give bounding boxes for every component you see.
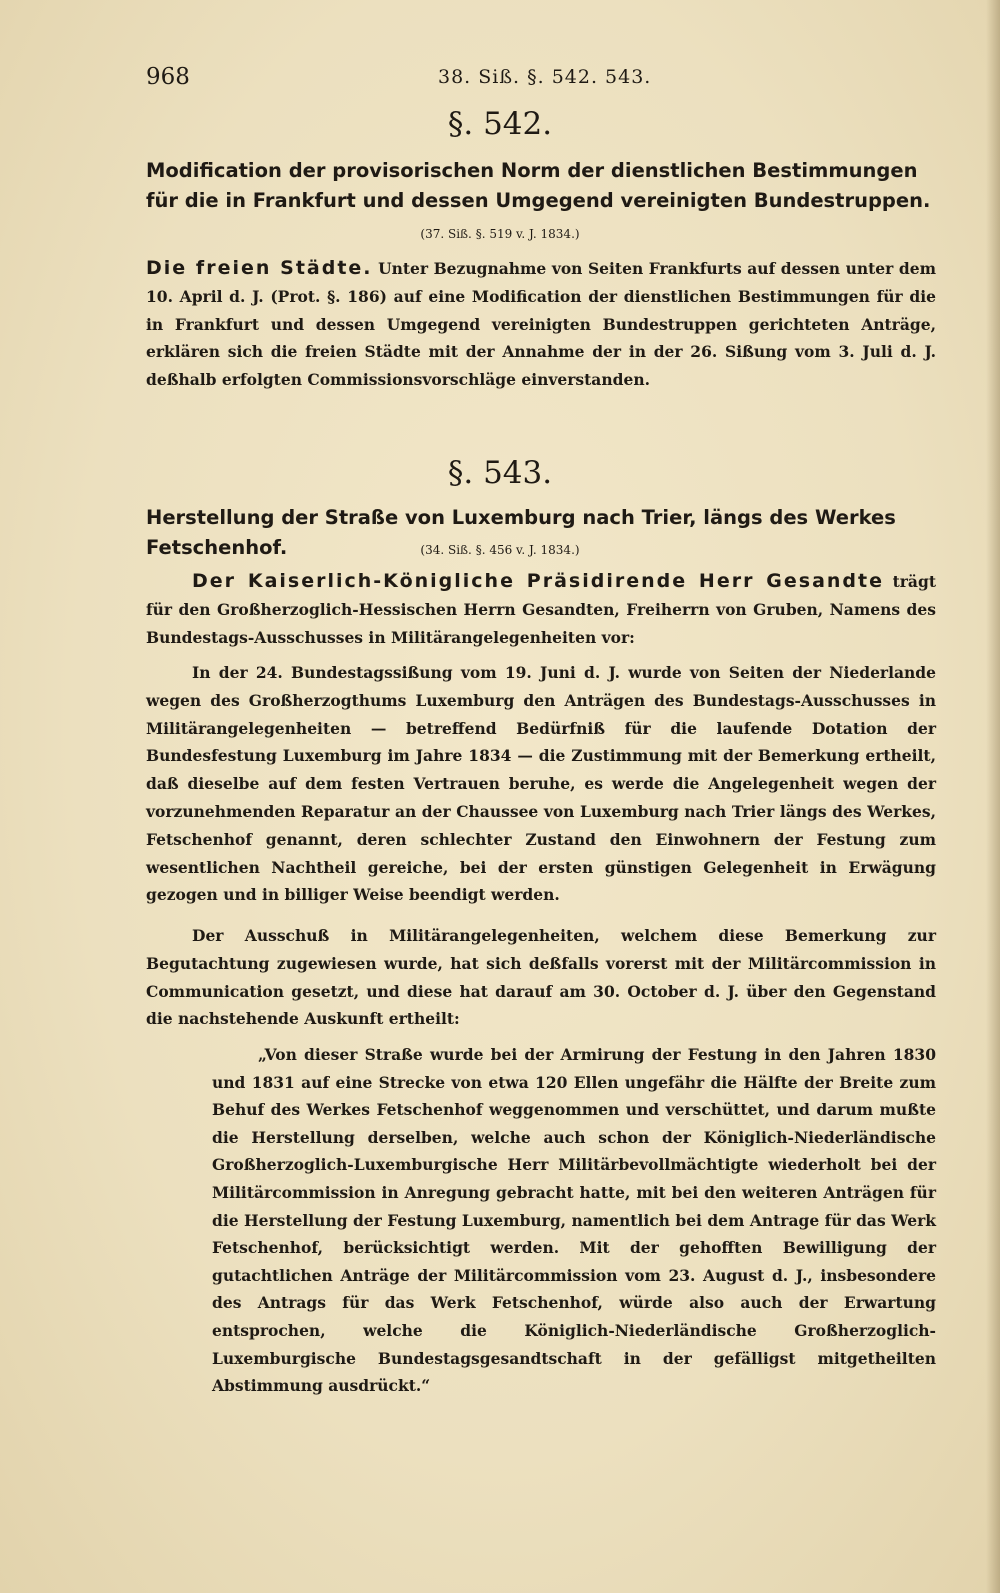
section-542-number: §. 542. — [447, 106, 553, 142]
section-542-lead: Die freien Städte. — [146, 257, 373, 279]
section-543-paragraph-1: In der 24. Bundestagssißung vom 19. Juni d. J. wurde von Seiten der Niederlande wegen des Großherzogthums Luxemburg den Anträgen des Bundestags-Ausschusses in Militärangelegenheiten — betreffend Bedürfniß für die laufende Dotation der Bundesfestung Luxemburg im Jahre 1834 — die Zustimmung mit der Bemerkung ertheilt, daß dieselbe auf dem festen Vertrauen beruhe, es werde die Angelegenheit wegen der vorzunehmenden Reparatur an der Chaussee von Luxemburg nach Trier längs des Werkes, Fetschenhof genannt, deren schlechter Zustand den Einwohnern der Festung zum wesentlichen Nachtheil gereiche, bei der ersten günstigen Gelegenheit in Erwägung gezogen und in billiger Weise beendigt werden. — [146, 663, 936, 905]
section-542-body — [146, 255, 936, 394]
section-543-body — [146, 568, 936, 651]
section-542-reference: (37. Siß. §. 519 v. J. 1834.) — [420, 227, 580, 241]
section-543-para1-block — [146, 659, 936, 909]
section-543-reference: (34. Siß. §. 456 v. J. 1834.) — [420, 543, 580, 557]
section-542-title-block — [146, 156, 936, 216]
section-543-title: Herstellung der Straße von Luxemburg nach Trier, längs des Werkes Fetschenhof. — [146, 506, 896, 559]
section-543-number: §. 543. — [447, 455, 553, 491]
section-542-text: Unter Bezugnahme von Seiten Frankfurts auf dessen unter dem 10. April d. J. (Prot. §. 186) auf eine Modification der dienstlichen Bestimmungen für die in Frankfurt und dessen Umgegend vereinigten Bundestruppen gerichteten Anträge, erklären sich die freien Städte mit der Annahme der in der 26. Sißung vom 3. Juli d. J. deßhalb erfolgten Commissionsvorschläge einverstanden. — [146, 259, 936, 390]
running-head: 38. Siß. §. 542. 543. — [438, 66, 652, 88]
page-number: 968 — [146, 64, 190, 90]
section-543-para2-block — [146, 922, 936, 1033]
section-543-paragraph-2: Der Ausschuß in Militärangelegenheiten, welchem diese Bemerkung zur Begutachtung zugewiesen wurde, hat sich deßfalls vorerst mit der Militärcommission in Communication gesetzt, und diese hat darauf am 30. October d. J. über den Gegenstand die nachstehende Auskunft ertheilt: — [146, 926, 936, 1029]
section-542-paragraph — [146, 255, 936, 394]
section-542-title: Modification der provisorischen Norm der dienstlichen Bestimmungen für die in Frankfurt und dessen Umgegend vereinigten Bundestruppen. — [146, 159, 931, 212]
section-543-intro-text: trägt für den Großherzoglich-Hessischen Herrn Gesandten, Freiherrn von Gruben, Namens des Bundestags-Ausschusses in Militärangelegenheiten vor: — [146, 572, 936, 647]
section-543-quote: „Von dieser Straße wurde bei der Armirung der Festung in den Jahren 1830 und 1831 auf eine Strecke von etwa 120 Ellen ungefähr die Hälfte der Breite zum Behuf des Werkes Fetschenhof weggenommen und verschüttet, und darum mußte die Herstellung derselben, welche auch schon der Königlich-Niederländische Großherzoglich-Luxemburgische Herr Militärbevollmächtigte wiederholt bei der Militärcommission in Anregung gebracht hatte, mit bei den weiteren Anträgen für die Herstellung der Festung Luxemburg, namentlich bei dem Antrage für das Werk Fetschenhof, berücksichtigt werden. Mit der gehofften Bewilligung der gutachtlichen Anträge der Militärcommission vom 23. August d. J., insbesondere des Antrags für das Werk Fetschenhof, würde also auch der Erwartung entsprochen, welche die Königlich-Niederländische Großherzoglich-Luxemburgische Bundestagsgesandtschaft in der gefälligst mitgetheilten Abstimmung ausdrückt.“ — [212, 1045, 937, 1396]
section-543-quote-block — [212, 1041, 936, 1400]
section-543-intro — [146, 568, 936, 651]
section-543-lead: Der Kaiserlich-Königliche Präsidirende Herr Gesandte — [192, 570, 884, 592]
